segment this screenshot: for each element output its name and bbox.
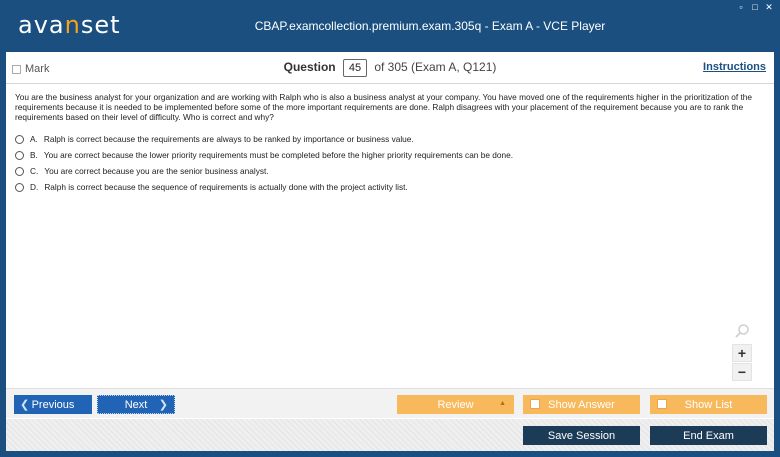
radio-button[interactable] <box>15 135 24 144</box>
question-text: You are the business analyst for your organization and are working with Ralph who is also a business analyst at your company. You have moved one of the requirements higher in the prioritization of the requirements because it is needed to be implemented before some of the more important requirements are done. Ralph disagrees with your placement of the requirement because you are to rank the requirements based on their level of difficulty. Who is correct and why? <box>15 92 753 122</box>
previous-label: Previous <box>31 398 75 411</box>
mark-label: Mark <box>25 63 50 75</box>
question-navigator <box>6 59 774 77</box>
answer-option-d[interactable] <box>15 179 766 195</box>
next-button[interactable] <box>97 395 175 414</box>
answer-text: You are correct because the lower priority requirements must be completed before the higher priority requirements can be done. <box>43 150 514 160</box>
window-controls <box>736 2 774 12</box>
triangle-up-icon: ▲ <box>499 400 506 407</box>
title-bar <box>0 0 780 52</box>
minimize-icon[interactable]: ▫ <box>739 2 743 12</box>
answer-option-c[interactable] <box>15 163 766 179</box>
zoom-in-button[interactable]: + <box>732 344 752 362</box>
zoom-out-button[interactable]: − <box>732 363 752 381</box>
answer-letter: B. <box>30 150 38 160</box>
question-label: Question <box>283 60 336 74</box>
navigation-toolbar <box>6 388 774 418</box>
question-header <box>6 52 774 84</box>
answer-option-a[interactable] <box>15 131 766 147</box>
window-border-bottom <box>0 451 780 457</box>
window-title: CBAP.examcollection.premium.exam.305q - Exam A - VCE Player <box>254 19 606 33</box>
show-answer-label: Show Answer <box>548 398 615 411</box>
answer-list <box>15 131 766 195</box>
checkbox-icon[interactable] <box>657 399 667 409</box>
save-session-button[interactable]: Save Session <box>523 426 640 445</box>
end-exam-button[interactable]: End Exam <box>650 426 767 445</box>
zoom-controls <box>732 323 752 381</box>
radio-button[interactable] <box>15 151 24 160</box>
review-label: Review <box>437 398 474 411</box>
question-of-label: of 305 (Exam A, Q121) <box>374 60 497 74</box>
review-button[interactable] <box>397 395 514 414</box>
radio-button[interactable] <box>15 167 24 176</box>
chevron-left-icon: ❮ <box>20 399 30 411</box>
window-border-right <box>774 52 780 451</box>
question-number-input[interactable]: 45 <box>343 59 367 77</box>
previous-button[interactable] <box>14 395 92 414</box>
answer-text: You are correct because you are the senior business analyst. <box>44 166 269 176</box>
answer-text: Ralph is correct because the requirements are always to be ranked by importance or business value. <box>43 134 414 144</box>
show-list-button[interactable] <box>650 395 767 414</box>
show-list-label: Show List <box>684 398 733 411</box>
close-icon[interactable]: ✕ <box>765 2 773 12</box>
maximize-icon[interactable]: □ <box>752 2 758 12</box>
next-label: Next <box>124 398 148 411</box>
answer-letter: A. <box>30 134 38 144</box>
answer-letter: D. <box>30 182 39 192</box>
answer-option-b[interactable] <box>15 147 766 163</box>
app-logo: avanset <box>18 11 121 39</box>
chevron-right-icon: ❯ <box>158 399 168 411</box>
question-panel <box>6 85 774 387</box>
session-toolbar <box>6 419 774 451</box>
answer-letter: C. <box>30 166 39 176</box>
magnifier-icon <box>734 323 750 339</box>
radio-button[interactable] <box>15 183 24 192</box>
show-answer-button[interactable] <box>523 395 640 414</box>
answer-text: Ralph is correct because the sequence of requirements is actually done with the project activity list. <box>44 182 408 192</box>
checkbox-icon[interactable] <box>530 399 540 409</box>
instructions-link[interactable]: Instructions <box>703 61 766 73</box>
